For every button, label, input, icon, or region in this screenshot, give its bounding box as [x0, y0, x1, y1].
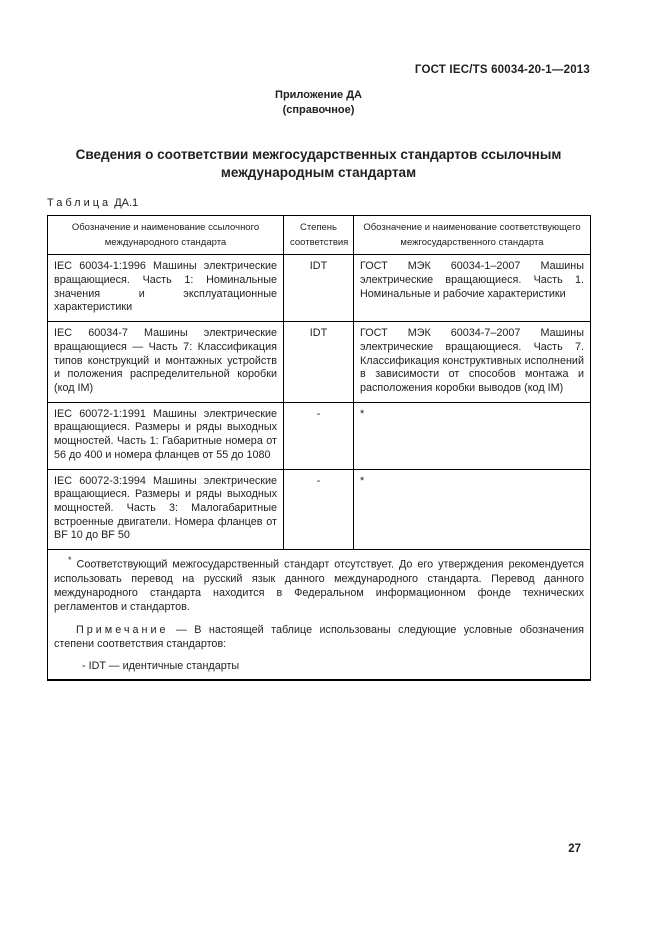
- correspondence-table: [47, 215, 591, 681]
- column-header-degree: Степень соответствия: [284, 216, 354, 255]
- footnote: [54, 555, 584, 614]
- cell-reference-standard: IEC 60072-3:1994 Машины электрические вращающиеся. Размеры и ряды выходных мощностей. Часть 3: Малогабаритные встроенные двигатели. Номера фланцев от BF 10 до BF 50: [48, 469, 284, 550]
- document-code: ГОСТ IEC/TS 60034-20-1—2013: [414, 64, 590, 76]
- footnote-marker: *: [68, 555, 72, 566]
- cell-interstate-standard: ГОСТ МЭК 60034-1–2007 Машины электрические вращающиеся. Часть 1. Номинальные и рабочие характеристики: [354, 255, 591, 322]
- cell-interstate-standard: ГОСТ МЭК 60034-7–2007 Машины электрические вращающиеся. Часть 7. Классификация конструктивных исполнений в зависимости от способов монтажа и расположения коробки выводов (код IM): [354, 322, 591, 403]
- cell-reference-standard: IEC 60072-1:1991 Машины электрические вращающиеся. Размеры и ряды выходных мощностей. Часть 1: Габаритные номера от 56 до 400 и номера фланцев от 55 до 1080: [48, 402, 284, 469]
- table-header: [48, 216, 591, 255]
- table-row: [48, 255, 591, 322]
- appendix-heading: [47, 88, 590, 118]
- table-row: [48, 322, 591, 403]
- table-row: [48, 402, 591, 469]
- table-footer-cell: [48, 550, 591, 680]
- footnote-text: Соответствующий межгосударственный стандарт отсутствует. До его утверждения рекомендуется использовать перевод на русский язык данного международного стандарта. Перевод данного международного стандарта находится в Федеральном информационном фонде технических регламентов и стандартов.: [54, 558, 584, 613]
- column-header-interstate-standard: Обозначение и наименование соответствующего межгосударственного стандарта: [354, 216, 591, 255]
- table-footer-row: [48, 550, 591, 680]
- table-header-row: [48, 216, 591, 255]
- table-body: [48, 255, 591, 680]
- table-label-word: Таблица: [47, 197, 112, 209]
- page-number: 27: [568, 843, 581, 855]
- cell-interstate-standard: *: [354, 469, 591, 550]
- table-label-number: ДА.1: [114, 197, 139, 209]
- note-label: Примечание: [76, 623, 169, 636]
- note-item: - IDT — идентичные стандарты: [82, 659, 240, 672]
- cell-degree: -: [284, 469, 354, 550]
- cell-reference-standard: IEC 60034-7 Машины электрические вращающиеся — Часть 7: Классификация типов конструкций и монтажных устройств и положения распределительной коробки (код IM): [48, 322, 284, 403]
- appendix-title: Приложение ДА: [275, 89, 362, 101]
- section-title-text: Сведения о соответствии межгосударственных стандартов ссылочным международным стандартам: [75, 147, 562, 181]
- cell-degree: IDT: [284, 255, 354, 322]
- column-header-reference-standard: Обозначение и наименование ссылочного международного стандарта: [48, 216, 284, 255]
- section-title: [47, 146, 590, 182]
- table-row: [48, 469, 591, 550]
- table-label: [47, 197, 138, 209]
- appendix-subtitle: (справочное): [282, 103, 355, 116]
- cell-degree: -: [284, 402, 354, 469]
- cell-interstate-standard: *: [354, 402, 591, 469]
- note-text: — В настоящей таблице использованы следующие условные обозначения степени соответствия стандартов:: [54, 623, 584, 650]
- note: [54, 623, 584, 651]
- cell-degree: IDT: [284, 322, 354, 403]
- cell-reference-standard: IEC 60034-1:1996 Машины электрические вращающиеся. Часть 1: Номинальные значения и эксплуатационные характеристики: [48, 255, 284, 322]
